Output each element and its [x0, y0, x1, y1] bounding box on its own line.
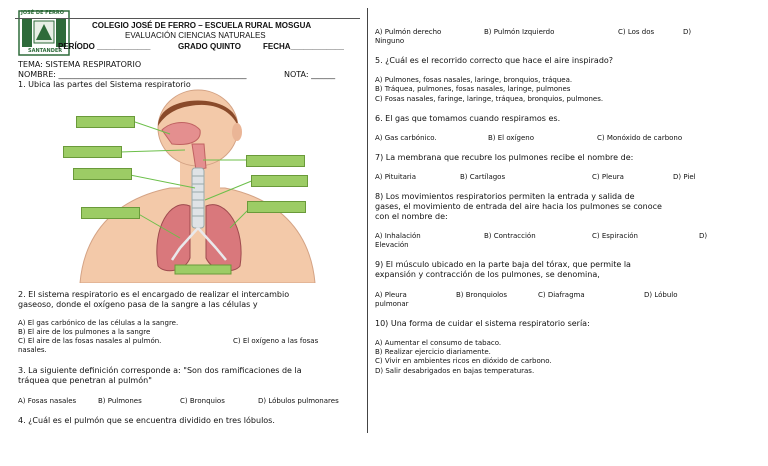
q5-option-a: A) Pulmones, fosas nasales, laringe, bronquios, tráquea.	[375, 76, 573, 84]
q10-option-c: C) Vivir en ambientes ricos en dióxido de carbono.	[375, 357, 552, 365]
q8-option-d-cont: Elevación	[375, 241, 409, 249]
q10-option-a: A) Aumentar el consumo de tabaco.	[375, 339, 502, 347]
q2-option-a: A) El gas carbónico de las células a la sangre.	[18, 319, 179, 327]
question-8-line-1: 8) Los movimientos respiratorios permiten la entrada y salida de	[375, 192, 635, 201]
question-5: 5. ¿Cuál es el recorrido correcto que hace el aire inspirado?	[375, 56, 614, 65]
q6-option-a: A) Gas carbónico.	[375, 134, 437, 142]
question-10: 10) Una forma de cuidar el sistema respiratorio sería:	[375, 319, 590, 328]
q7-option-d: D) Piel	[673, 173, 696, 181]
q4-option-d-cont: Ninguno	[375, 37, 405, 45]
q3-option-b: B) Pulmones	[98, 397, 142, 405]
q7-option-b: B) Cartílagos	[460, 173, 506, 181]
logo-text-top: JOSÉ DE FERRO	[21, 10, 64, 16]
q5-option-b: B) Tráquea, pulmones, fosas nasales, laringe, pulmones	[375, 85, 571, 93]
question-7: 7) La membrana que recubre los pulmones recibe el nombre de:	[375, 153, 634, 162]
q10-option-b: B) Realizar ejercicio diariamente.	[375, 348, 491, 356]
q6-option-c: C) Monóxido de carbono	[597, 134, 683, 142]
nombre-field: NOMBRE: _______________________________________________	[18, 70, 247, 79]
grado-label: GRADO QUINTO	[178, 42, 241, 51]
header-rule	[15, 18, 360, 19]
q4-option-c: C) Los dos	[618, 28, 655, 36]
label-box-right-lung[interactable]	[251, 175, 308, 187]
q9-option-c: C) Diafragma	[538, 291, 585, 299]
q3-option-a: A) Fosas nasales	[18, 397, 77, 405]
question-8-line-2: gases, el movimiento de entrada del aire hacia los pulmones se conoce	[375, 202, 662, 211]
q2-option-c: C) El aire de las fosas nasales al pulmón.	[18, 337, 162, 345]
label-box-bronchi[interactable]	[81, 207, 140, 219]
column-divider	[367, 8, 368, 433]
q8-option-b: B) Contracción	[484, 232, 536, 240]
question-2-line-2: gaseoso, donde el oxígeno pasa de la sangre a las células y	[18, 300, 258, 309]
q8-option-d: D)	[699, 232, 708, 240]
q9-option-b: B) Bronquiolos	[456, 291, 507, 299]
q2-option-b: B) El aire de los pulmones a la sangre	[18, 328, 151, 336]
question-8-line-3: con el nombre de:	[375, 212, 448, 221]
q4-option-d: D)	[683, 28, 692, 36]
question-2-line-1: 2. El sistema respiratorio es el encargado de realizar el intercambio	[18, 290, 290, 299]
label-box-nasal[interactable]	[76, 116, 135, 128]
q5-option-c: C) Fosas nasales, faringe, laringe, tráquea, bronquios, pulmones.	[375, 95, 604, 103]
nota-field: NOTA: ______	[284, 70, 336, 79]
question-9-line-2: expansión y contracción de los pulmones, se denomina,	[375, 270, 600, 279]
q2-option-c3: nasales.	[18, 346, 47, 354]
label-box-trachea[interactable]	[246, 155, 305, 167]
q10-option-d: D) Salir desabrigados en bajas temperaturas.	[375, 367, 535, 375]
school-name: COLEGIO JOSÉ DE FERRO – ESCUELA RURAL MOSGUA	[92, 21, 312, 30]
question-6: 6. El gas que tomamos cuando respiramos es.	[375, 114, 561, 123]
q8-option-a: A) Inhalación	[375, 232, 421, 240]
question-9-line-1: 9) El músculo ubicado en la parte baja del tórax, que permite la	[375, 260, 631, 269]
q3-option-d: D) Lóbulos pulmonares	[258, 397, 339, 405]
q7-option-c: C) Pleura	[592, 173, 624, 181]
q4-option-a: A) Pulmón derecho	[375, 28, 442, 36]
fecha-field: FECHA____________	[263, 42, 344, 51]
q3-option-c: C) Bronquios	[180, 397, 225, 405]
q9-option-d: D) Lóbulo	[644, 291, 678, 299]
label-box-larynx[interactable]	[73, 168, 132, 180]
q4-option-b: B) Pulmón Izquierdo	[484, 28, 555, 36]
question-3-line-2: tráquea que penetran al pulmón"	[18, 376, 152, 385]
logo-text-bottom: SANTANDER	[28, 48, 63, 54]
question-4: 4. ¿Cuál es el pulmón que se encuentra dividido en tres lóbulos.	[18, 416, 275, 425]
q6-option-b: B) El oxígeno	[488, 134, 534, 142]
label-box-pharynx[interactable]	[63, 146, 122, 158]
exam-subject: EVALUACIÓN CIENCIAS NATURALES	[125, 31, 266, 40]
periodo-field: PERÍODO ____________	[58, 42, 151, 51]
q2-option-c2: C) El oxígeno a las fosas	[233, 337, 319, 345]
tema-title: TEMA: SISTEMA RESPIRATORIO	[18, 60, 142, 69]
q7-option-a: A) Pituitaria	[375, 173, 417, 181]
label-box-diaphragm[interactable]	[247, 201, 306, 213]
q9-option-a: A) Pleura	[375, 291, 407, 299]
question-1: 1. Ubica las partes del Sistema respiratorio	[18, 80, 191, 89]
question-3-line-1: 3. La siguiente definición corresponde a: "Son dos ramificaciones de la	[18, 366, 302, 375]
q9-option-d-cont: pulmonar	[375, 300, 409, 308]
q8-option-c: C) Espiración	[592, 232, 638, 240]
